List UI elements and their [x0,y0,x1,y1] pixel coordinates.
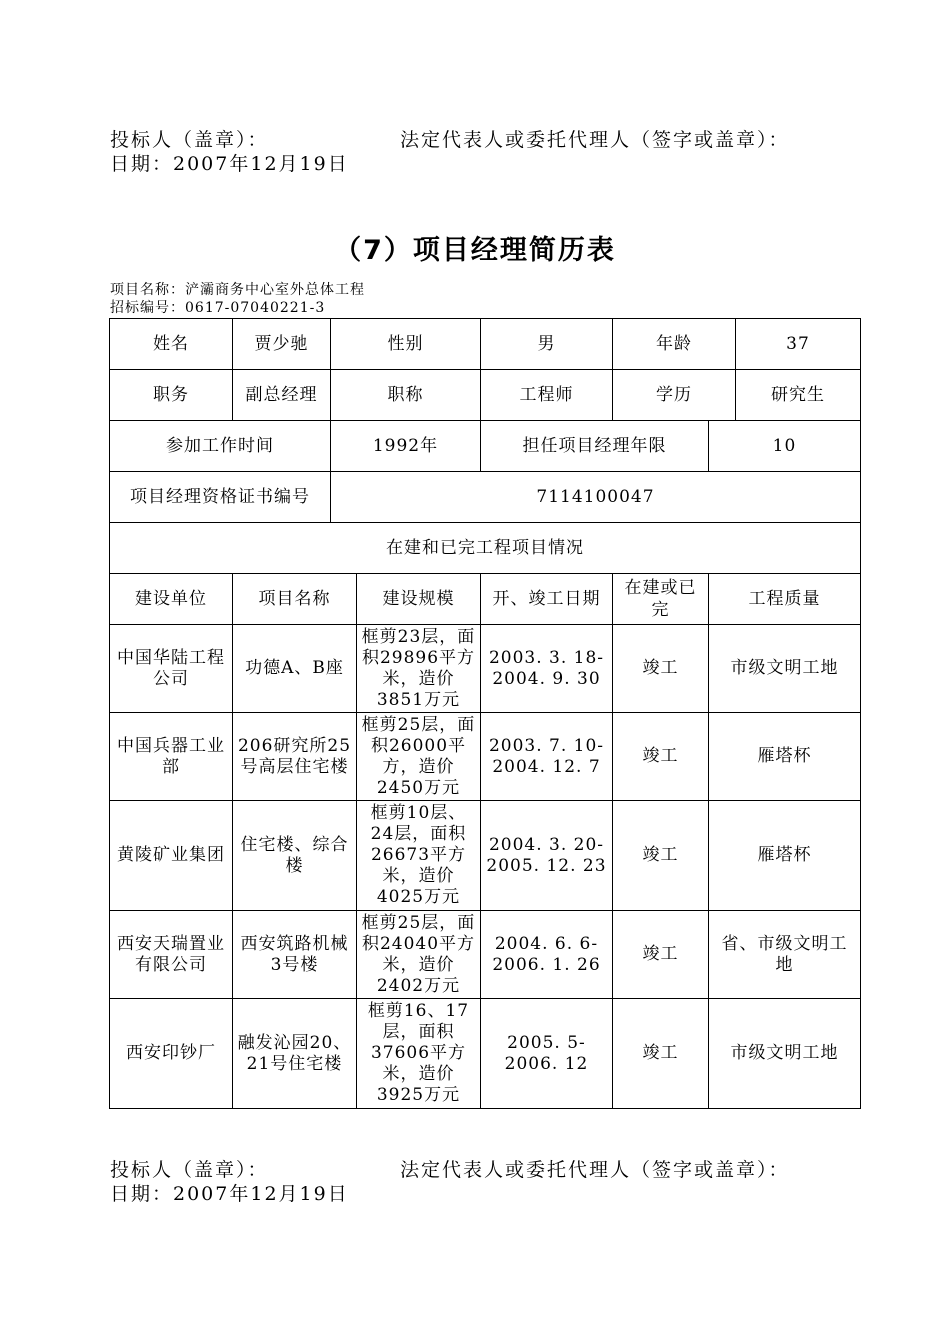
name-value: 贾少驰 [233,319,331,370]
age-label: 年龄 [613,319,736,370]
header-project-name: 项目名称 [233,574,357,625]
title-info-row [110,370,861,421]
education-value: 研究生 [736,370,861,421]
bidder-seal-label: 投标人（盖章）： [110,129,269,151]
position-value: 副总经理 [233,370,331,421]
projects-header-row [110,574,861,625]
certificate-value: 7114100047 [331,472,861,523]
row-status: 竣工 [613,999,709,1109]
row-scale: 框剪25层，面积26000平方，造价2450万元 [357,713,481,801]
header-status: 在建或已完 [613,574,709,625]
row-project-name: 住宅楼、综合楼 [233,801,357,911]
bid-number-line: 招标编号：0617-07040221-3 [110,300,326,316]
section-title-row [110,523,861,574]
table-row [110,801,861,911]
rank-value: 工程师 [481,370,613,421]
pm-years-label: 担任项目经理年限 [481,421,709,472]
work-start-value: 1992年 [331,421,481,472]
row-dates: 2003. 7. 10-2004. 12. 7 [481,713,613,801]
row-quality: 雁塔杯 [709,713,861,801]
row-quality: 市级文明工地 [709,999,861,1109]
resume-table [109,318,861,1109]
certificate-row [110,472,861,523]
signature-date: 日期：2007年12月19日 [110,1183,349,1205]
section-title: 在建和已完工程项目情况 [110,523,861,574]
education-label: 学历 [613,370,736,421]
signature-block-bottom [110,1158,790,1206]
name-label: 姓名 [110,319,233,370]
representative-signature-label: 法定代表人或委托代理人（签字或盖章）： [400,129,790,151]
signature-block-top [110,128,790,176]
row-dates: 2004. 3. 20-2005. 12. 23 [481,801,613,911]
row-status: 竣工 [613,713,709,801]
age-value: 37 [736,319,861,370]
row-unit: 黄陵矿业集团 [110,801,233,911]
gender-value: 男 [481,319,613,370]
row-status: 竣工 [613,625,709,713]
row-scale: 框剪25层，面积24040平方米，造价2402万元 [357,911,481,999]
row-quality: 省、市级文明工地 [709,911,861,999]
table-row [110,999,861,1109]
row-project-name: 功德A、B座 [233,625,357,713]
signature-date: 日期：2007年12月19日 [110,153,349,175]
row-dates: 2003. 3. 18-2004. 9. 30 [481,625,613,713]
basic-info-row [110,319,861,370]
position-label: 职务 [110,370,233,421]
bidder-seal-label: 投标人（盖章）： [110,1159,269,1181]
row-scale: 框剪10层、24层，面积26673平方米，造价4025万元 [357,801,481,911]
work-history-row [110,421,861,472]
table-row [110,911,861,999]
page-title: （7）项目经理简历表 [334,235,616,266]
pm-years-value: 10 [709,421,861,472]
header-quality: 工程质量 [709,574,861,625]
row-project-name: 西安筑路机械3号楼 [233,911,357,999]
rank-label: 职称 [331,370,481,421]
row-unit: 中国华陆工程公司 [110,625,233,713]
row-unit: 中国兵器工业部 [110,713,233,801]
row-unit: 西安天瑞置业有限公司 [110,911,233,999]
row-status: 竣工 [613,911,709,999]
representative-signature-label: 法定代表人或委托代理人（签字或盖章）： [400,1159,790,1181]
row-quality: 市级文明工地 [709,625,861,713]
header-construction-scale: 建设规模 [357,574,481,625]
row-unit: 西安印钞厂 [110,999,233,1109]
header-construction-unit: 建设单位 [110,574,233,625]
header-start-end-dates: 开、竣工日期 [481,574,613,625]
table-row [110,713,861,801]
certificate-label: 项目经理资格证书编号 [110,472,331,523]
row-status: 竣工 [613,801,709,911]
work-start-label: 参加工作时间 [110,421,331,472]
project-name-line: 项目名称：浐灞商务中心室外总体工程 [110,282,365,298]
row-scale: 框剪23层，面积29896平方米，造价3851万元 [357,625,481,713]
row-scale: 框剪16、17层，面积37606平方米，造价3925万元 [357,999,481,1109]
row-dates: 2005. 5-2006. 12 [481,999,613,1109]
gender-label: 性别 [331,319,481,370]
row-project-name: 206研究所25号高层住宅楼 [233,713,357,801]
row-quality: 雁塔杯 [709,801,861,911]
row-project-name: 融发沁园20、21号住宅楼 [233,999,357,1109]
table-row [110,625,861,713]
row-dates: 2004. 6. 6-2006. 1. 26 [481,911,613,999]
